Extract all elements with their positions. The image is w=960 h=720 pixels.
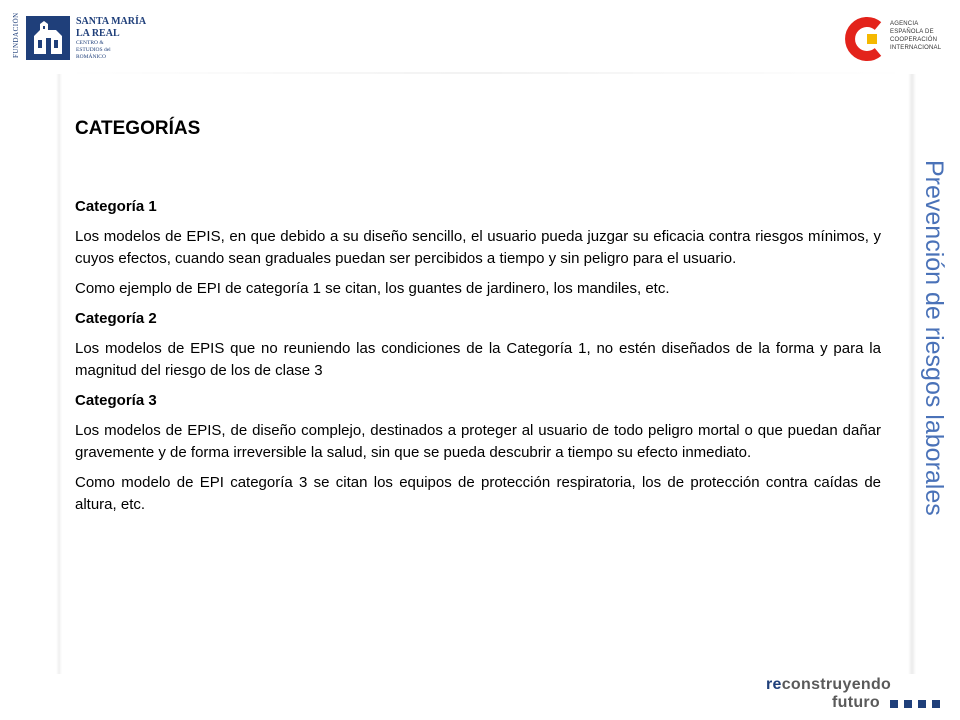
footer-square-icon	[932, 700, 940, 708]
category-3-example: Como modelo de EPI categoría 3 se citan los equipos de protección respiratoria, los de protección contra caídas de altura, etc.	[75, 474, 881, 513]
aecid-line2: ESPAÑOLA DE	[890, 29, 934, 35]
footer-square-icon	[890, 700, 898, 708]
logo-line3: CENTRO &	[76, 40, 104, 46]
page-title: CATEGORÍAS	[75, 118, 201, 139]
reconstruyendo-futuro-logo	[766, 676, 946, 716]
building-emblem-icon	[26, 16, 70, 60]
category-3-text: Los modelos de EPIS, de diseño complejo, destinados a proteger al usuario de todo peligro mortal o que puedan dañar gravemente y de forma irreversible la salud, sin que se pueda descubrir a tiempo su efecto inmediato.	[75, 422, 881, 461]
aecid-logo-text	[890, 20, 941, 52]
category-1-text: Los modelos de EPIS, en que debido a su diseño sencillo, el usuario pueda juzgar su eficacia contra riesgos mínimos, y cuyos efectos, cuando sean graduales puedan ser percibidos a tiempo y sin peligro para el usuario.	[75, 228, 881, 267]
category-2-text: Los modelos de EPIS que no reuniendo las condiciones de la Categoría 1, no estén diseñados de la forma y para la magnitud del riesgo de los de clase 3	[75, 340, 881, 379]
category-2-heading: Categoría 2	[75, 310, 157, 327]
logo-line2: LA REAL	[76, 28, 120, 39]
logo-text	[76, 16, 146, 61]
footer-re: re	[766, 676, 782, 693]
aecid-line1: AGENCIA	[890, 21, 919, 27]
logo-line4: ESTUDIOS del	[76, 47, 111, 53]
frame-left-line	[56, 74, 62, 674]
logo-line5: ROMÁNICO	[76, 54, 106, 60]
footer-line1	[766, 676, 891, 694]
aecid-c-mark-icon	[842, 16, 888, 62]
logo-vertical-text: FUNDACIÓN	[12, 12, 20, 58]
category-1-example: Como ejemplo de EPI de categoría 1 se citan, los guantes de jardinero, los mandiles, etc.	[75, 280, 670, 297]
footer-square-icon	[904, 700, 912, 708]
logo-line1: SANTA MARÍA	[76, 16, 147, 27]
aecid-line3: COOPERACIÓN	[890, 37, 938, 43]
aecid-logo	[842, 14, 952, 64]
footer-futuro: futuro	[832, 694, 881, 711]
aecid-line4: INTERNACIONAL	[890, 45, 942, 51]
footer-square-icon	[918, 700, 926, 708]
slide-content	[75, 118, 881, 524]
footer-construyendo: construyendo	[781, 676, 892, 693]
frame-top-line	[60, 72, 912, 74]
side-title: Prevención de riesgos laborales	[920, 160, 948, 516]
frame-right-line	[908, 74, 916, 674]
santa-maria-la-real-logo	[12, 14, 152, 62]
category-3-heading: Categoría 3	[75, 392, 157, 409]
category-1-heading: Categoría 1	[75, 198, 157, 215]
